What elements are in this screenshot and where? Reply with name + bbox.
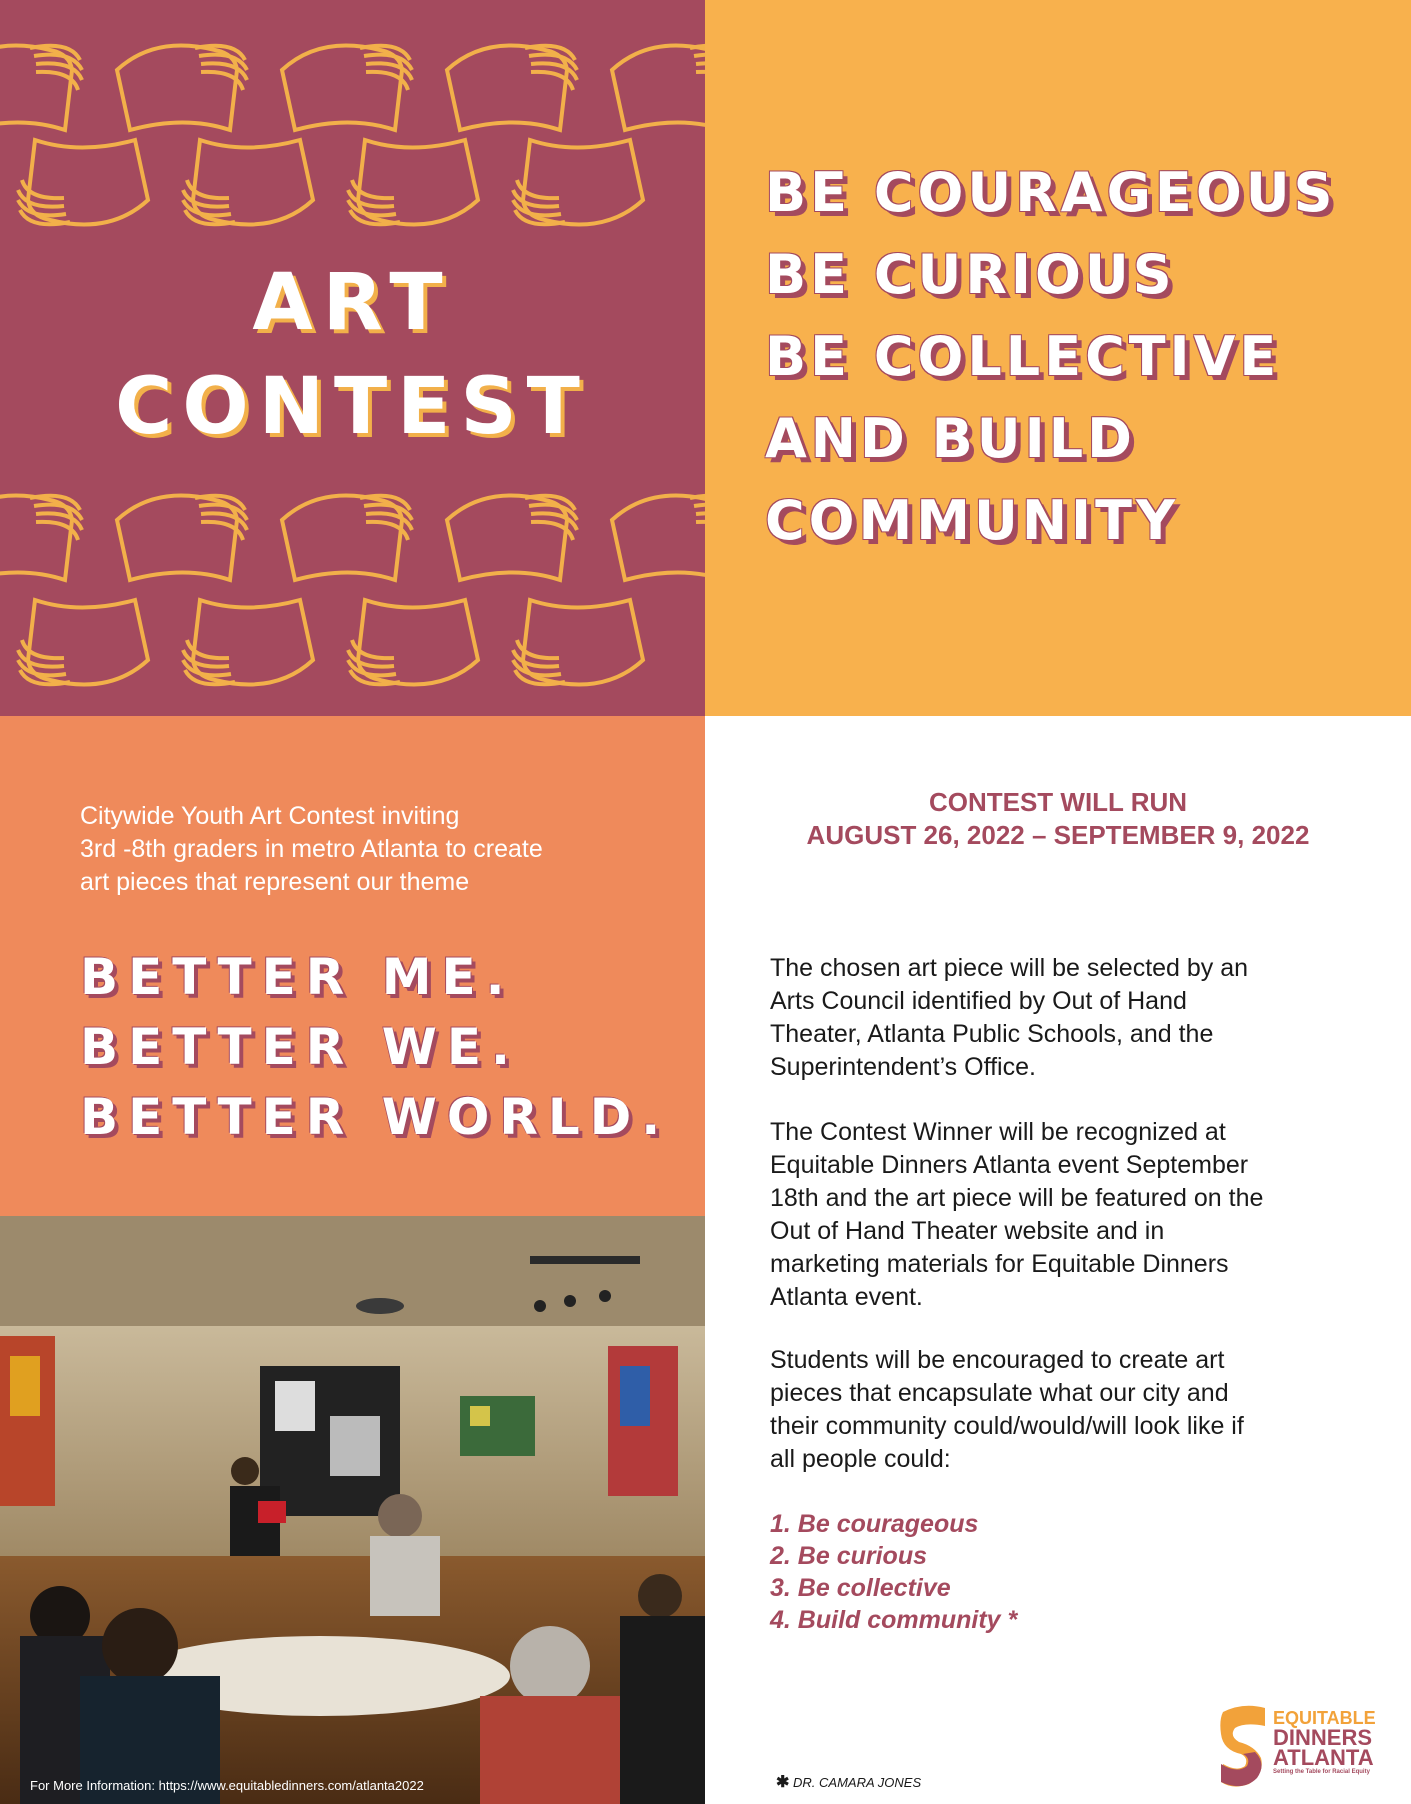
paragraph-line: Atlanta event. — [770, 1283, 923, 1311]
winner-paragraph — [770, 1116, 1370, 1314]
paragraph-line: 18th and the art piece will be featured on the — [770, 1184, 1264, 1212]
contest-dates — [705, 786, 1411, 852]
theme-line: BETTER WORLD. — [80, 1088, 671, 1146]
paragraph-line: Students will be encouraged to create art — [770, 1346, 1225, 1374]
logo-tagline: Setting the Table for Racial Equity — [1273, 1769, 1370, 1775]
goal-item: 3. Be collective — [770, 1574, 951, 1602]
credit-name: DR. CAMARA JONES — [793, 1775, 922, 1790]
hands-pattern-bottom — [0, 480, 705, 716]
paragraph-line: all people could: — [770, 1445, 951, 1473]
logo-line: DINNERS — [1273, 1725, 1373, 1750]
paragraph-line: pieces that encapsulate what our city and — [770, 1379, 1229, 1407]
paragraph-line: Equitable Dinners Atlanta event September — [770, 1151, 1249, 1179]
goals-list — [770, 1508, 1017, 1636]
encouragement-paragraph — [770, 1344, 1370, 1476]
intro-line: 3rd -8th graders in metro Atlanta to create — [80, 835, 543, 863]
logo-wordmark — [1273, 1708, 1376, 1776]
paragraph-line: The chosen art piece will be selected by an — [770, 954, 1249, 982]
paragraph-line: Superintendent’s Office. — [770, 1053, 1036, 1081]
theme-list — [80, 942, 670, 1152]
title-contest: CONTEST — [115, 362, 590, 452]
slogan-line: BE COLLECTIVE — [765, 325, 1281, 388]
event-photo — [0, 1216, 705, 1804]
quote-credit — [776, 1772, 921, 1792]
intro-line: art pieces that represent our theme — [80, 868, 470, 896]
selection-paragraph — [770, 952, 1370, 1084]
theme-line: BETTER ME. — [80, 948, 515, 1006]
equitable-dinners-logo — [1215, 1702, 1385, 1792]
slogan-list — [765, 152, 1336, 562]
logo-line: ATLANTA — [1273, 1745, 1374, 1770]
art-contest-panel — [0, 0, 705, 716]
hands-pattern-top — [0, 0, 705, 250]
goal-item: 2. Be curious — [770, 1542, 927, 1570]
slogan-line: BE CURIOUS — [765, 243, 1176, 306]
event-photo-illustration — [0, 1216, 705, 1804]
logo-line: EQUITABLE — [1273, 1708, 1376, 1728]
paragraph-line: The Contest Winner will be recognized at — [770, 1118, 1226, 1146]
asterisk-icon: ✱ — [776, 1774, 790, 1791]
paragraph-line: Arts Council identified by Out of Hand — [770, 987, 1187, 1015]
paragraph-line: Out of Hand Theater website and in — [770, 1217, 1165, 1245]
paragraph-line: Theater, Atlanta Public Schools, and the — [770, 1020, 1214, 1048]
slogan-line: AND BUILD — [765, 407, 1136, 470]
paragraph-line: marketing materials for Equitable Dinners — [770, 1250, 1229, 1278]
contest-date-range: AUGUST 26, 2022 – SEPTEMBER 9, 2022 — [806, 820, 1310, 850]
paragraph-line: their community could/would/will look like if — [770, 1412, 1244, 1440]
intro-line: Citywide Youth Art Contest inviting — [80, 802, 460, 830]
slogan-line: COMMUNITY — [765, 489, 1180, 552]
contest-run-label: CONTEST WILL RUN — [928, 787, 1188, 817]
slogan-line: BE COURAGEOUS — [765, 161, 1337, 224]
goal-item: 1. Be courageous — [770, 1510, 979, 1538]
contest-intro — [80, 800, 660, 899]
theme-line: BETTER WE. — [80, 1018, 520, 1076]
logo-mark-icon — [1215, 1702, 1271, 1790]
goal-item: 4. Build community * — [770, 1606, 1018, 1634]
more-info-url: For More Information: https://www.equitabledinners.com/atlanta2022 — [30, 1778, 424, 1793]
title-art: ART — [252, 258, 453, 348]
